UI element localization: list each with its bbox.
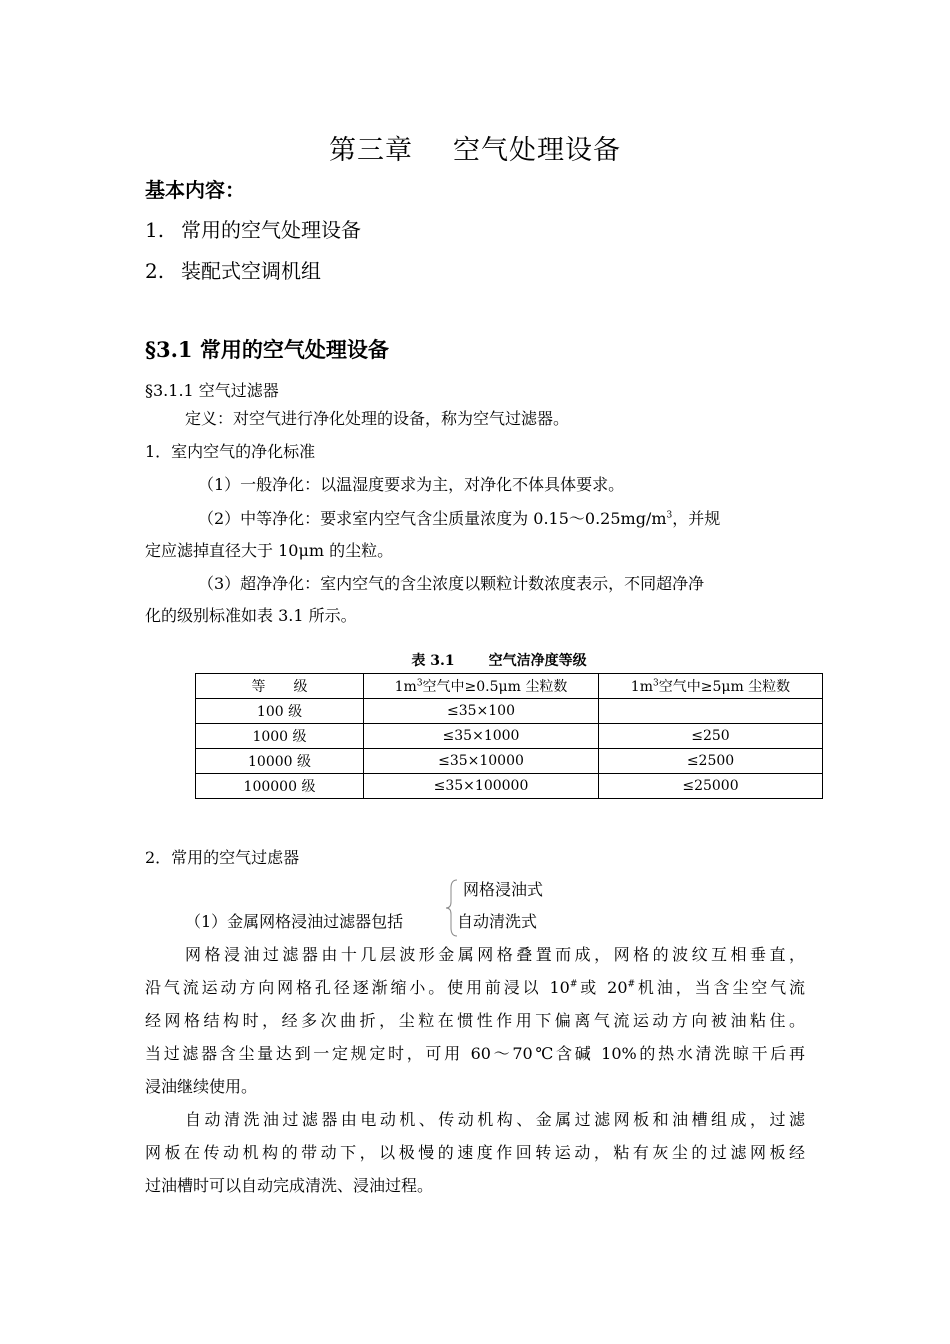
cell-value: ≤35×100000 <box>364 774 599 799</box>
superscript: 3 <box>416 678 423 689</box>
superscript: 3 <box>666 510 673 521</box>
definition-text: 定义：对空气进行净化处理的设备，称为空气过滤器。 <box>185 409 570 428</box>
cell-value: ≤35×100 <box>364 699 599 724</box>
chapter-name: 空气处理设备 <box>453 135 621 166</box>
cell-value: ≤250 <box>599 724 823 749</box>
table-row <box>196 774 823 799</box>
table-row <box>196 749 823 774</box>
text-span: 空气中≥5μm 尘粒数 <box>658 679 791 695</box>
cell-value <box>599 699 823 724</box>
text-span: 或 20 <box>577 978 628 997</box>
paragraph-line: 自动清洗油过滤器由电动机、传动机构、金属过滤网板和油槽组成，过滤 <box>185 1110 805 1129</box>
chapter-number: 第三章 <box>329 135 413 166</box>
standard-medium-continuation: 定应滤掉直径大于 10μm 的尘粒。 <box>145 541 394 560</box>
standard-general: （1）一般净化：以温湿度要求为主，对净化不体具体要求。 <box>198 475 625 494</box>
text-span: （2）中等净化：要求室内空气含尘质量浓度为 0.15～0.25mg/m <box>198 509 667 528</box>
list-text: 装配式空调机组 <box>181 259 321 283</box>
superscript: 3 <box>652 678 659 689</box>
filters-heading: 2．常用的空气过虑器 <box>145 848 300 867</box>
text-span: 1m <box>394 679 417 695</box>
list-item <box>145 214 361 243</box>
header-particles-0-5um <box>364 674 599 699</box>
table-number: 表 3.1 <box>411 653 455 669</box>
cleanliness-grade-table <box>195 673 823 799</box>
table-row <box>196 699 823 724</box>
filter-option: 自动清洗式 <box>457 912 538 931</box>
table-title: 空气洁净度等级 <box>488 653 587 669</box>
text-span: 1m <box>630 679 653 695</box>
header-particles-5um <box>599 674 823 699</box>
paragraph-line: 网格浸油过滤器由十几层波形金属网格叠置而成，网格的波纹互相垂直， <box>185 945 805 964</box>
metal-filter-label: （1）金属网格浸油过滤器包括 <box>185 912 404 931</box>
cell-grade: 100000 级 <box>196 774 364 799</box>
text-span: 机油，当含尘空气流 <box>635 978 805 997</box>
text-span: 空气中≥0.5μm 尘粒数 <box>422 679 568 695</box>
header-grade: 等 级 <box>196 674 364 699</box>
table-header-row <box>196 674 823 699</box>
text-span: ，并规 <box>672 509 721 528</box>
cell-value: ≤35×1000 <box>364 724 599 749</box>
chapter-title <box>0 128 950 167</box>
cell-grade: 10000 级 <box>196 749 364 774</box>
paragraph-line <box>145 975 805 998</box>
text-span: 沿气流运动方向网格孔径逐渐缩小。使用前浸以 10 <box>145 978 570 997</box>
subsection-heading: §3.1.1 空气过滤器 <box>145 381 279 400</box>
paragraph-line: 过油槽时可以自动完成清洗、浸油过程。 <box>145 1176 434 1195</box>
standard-medium-line <box>198 506 720 529</box>
superscript: # <box>569 979 578 990</box>
cell-grade: 100 级 <box>196 699 364 724</box>
cell-value: ≤2500 <box>599 749 823 774</box>
cell-grade: 1000 级 <box>196 724 364 749</box>
cell-value: ≤35×10000 <box>364 749 599 774</box>
paragraph-line: 浸油继续使用。 <box>145 1077 258 1096</box>
list-number: 2. <box>145 259 165 283</box>
paragraph-line: 经网格结构时，经多次曲折，尘粒在惯性作用下偏离气流运动方向被油粘住。 <box>145 1011 805 1030</box>
paragraph-line: 网板在传动机构的带动下，以极慢的速度作回转运动，粘有灰尘的过滤网板经 <box>145 1143 805 1162</box>
list-number: 1. <box>145 218 165 242</box>
section-heading: §3.1 常用的空气处理设备 <box>145 337 389 362</box>
paragraph-line: 当过滤器含尘量达到一定规定时，可用 60～70℃含碱 10%的热水清洗晾干后再 <box>145 1044 805 1063</box>
basic-content-heading: 基本内容： <box>145 178 245 202</box>
list-item <box>145 255 321 284</box>
table-row <box>196 724 823 749</box>
table-caption <box>0 650 950 670</box>
cell-value: ≤25000 <box>599 774 823 799</box>
filter-option: 网格浸油式 <box>463 880 544 899</box>
standard-ultra-line: （3）超净净化：室内空气的含尘浓度以颗粒计数浓度表示，不同超净净 <box>198 574 705 593</box>
standards-heading: 1．室内空气的净化标准 <box>145 442 316 461</box>
superscript: # <box>627 979 636 990</box>
standard-ultra-continuation: 化的级别标准如表 3.1 所示。 <box>145 606 357 625</box>
list-text: 常用的空气处理设备 <box>181 218 361 242</box>
